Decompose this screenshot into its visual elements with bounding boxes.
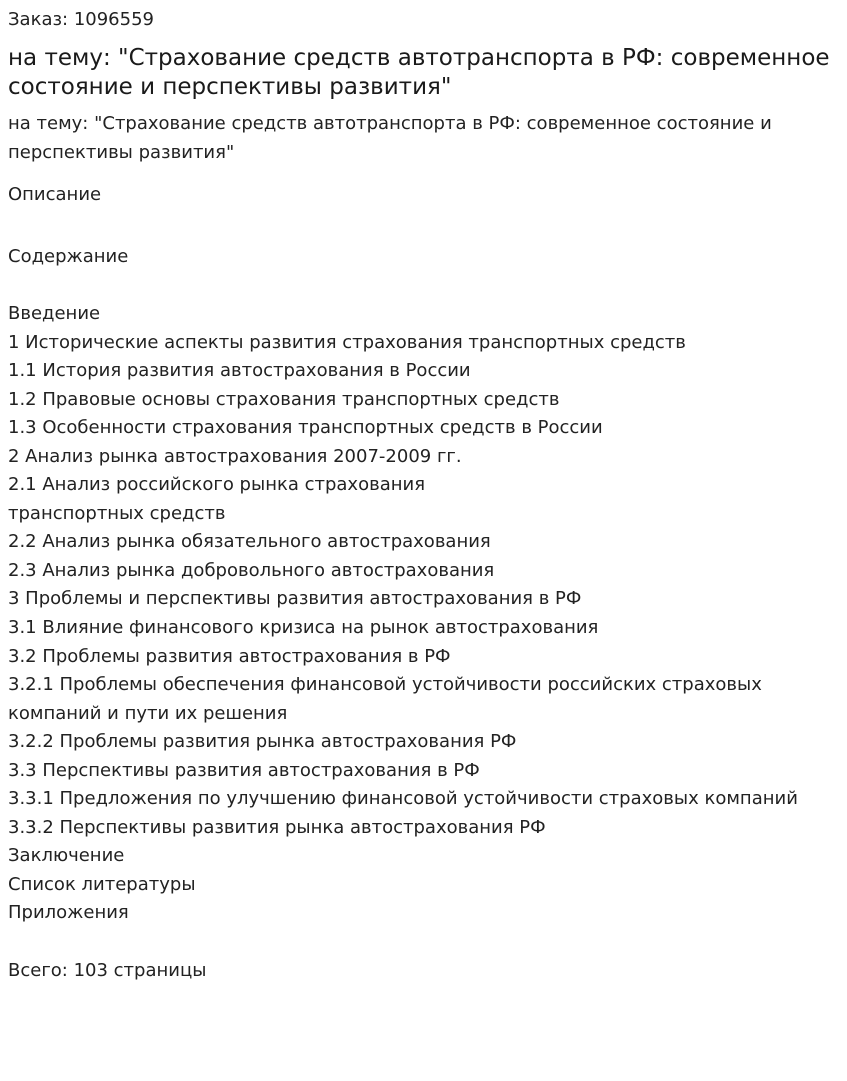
toc-item: 2.3 Анализ рынка добровольного автострахования [8, 559, 495, 581]
toc-item: 3.3 Перспективы развития автострахования в РФ [8, 759, 480, 781]
toc-item: 3.1 Влияние финансового кризиса на рынок автострахования [8, 617, 599, 639]
total-pages: Всего: 103 страницы [8, 960, 207, 982]
toc-item: 3.2.2 Проблемы развития рынка автострахования РФ [8, 731, 517, 753]
toc-item: 3 Проблемы и перспективы развития автострахования в РФ [8, 588, 582, 610]
toc-item: 2.1 Анализ российского рынка страхования [8, 474, 426, 496]
toc-item: Приложения [8, 902, 129, 924]
toc-item: 2 Анализ рынка автострахования 2007-2009 гг. [8, 445, 462, 467]
toc-item: 1 Исторические аспекты развития страхования транспортных средств [8, 331, 686, 353]
toc-item: 2.2 Анализ рынка обязательного автострахования [8, 531, 491, 553]
toc-item: 1.1 История развития автострахования в России [8, 360, 471, 382]
toc-item: 3.3.2 Перспективы развития рынка автострахования РФ [8, 816, 546, 838]
table-of-contents [8, 300, 839, 928]
toc-item: 1.2 Правовые основы страхования транспортных средств [8, 388, 560, 410]
toc-item: Заключение [8, 845, 125, 867]
page-title: на тему: "Страхование средств автотранспорта в РФ: современное состояние и перспективы развития" [8, 45, 830, 100]
toc-item: транспортных средств [8, 502, 226, 524]
toc-item: 3.3.1 Предложения по улучшению финансовой устойчивости страховых компаний [8, 788, 798, 810]
toc-item: Список литературы [8, 873, 196, 895]
toc-item: 3.2.1 Проблемы обеспечения финансовой устойчивости российских страховых компаний и пути их решения [8, 674, 762, 724]
toc-item: 1.3 Особенности страхования транспортных средств в России [8, 417, 603, 439]
contents-heading: Содержание [8, 246, 129, 267]
page-subtitle: на тему: "Страхование средств автотранспорта в РФ: современное состояние и перспективы развития" [8, 113, 772, 163]
order-number: Заказ: 1096559 [8, 9, 154, 30]
description-heading: Описание [8, 184, 102, 205]
toc-item: Введение [8, 303, 101, 324]
toc-item: 3.2 Проблемы развития автострахования в РФ [8, 645, 451, 667]
